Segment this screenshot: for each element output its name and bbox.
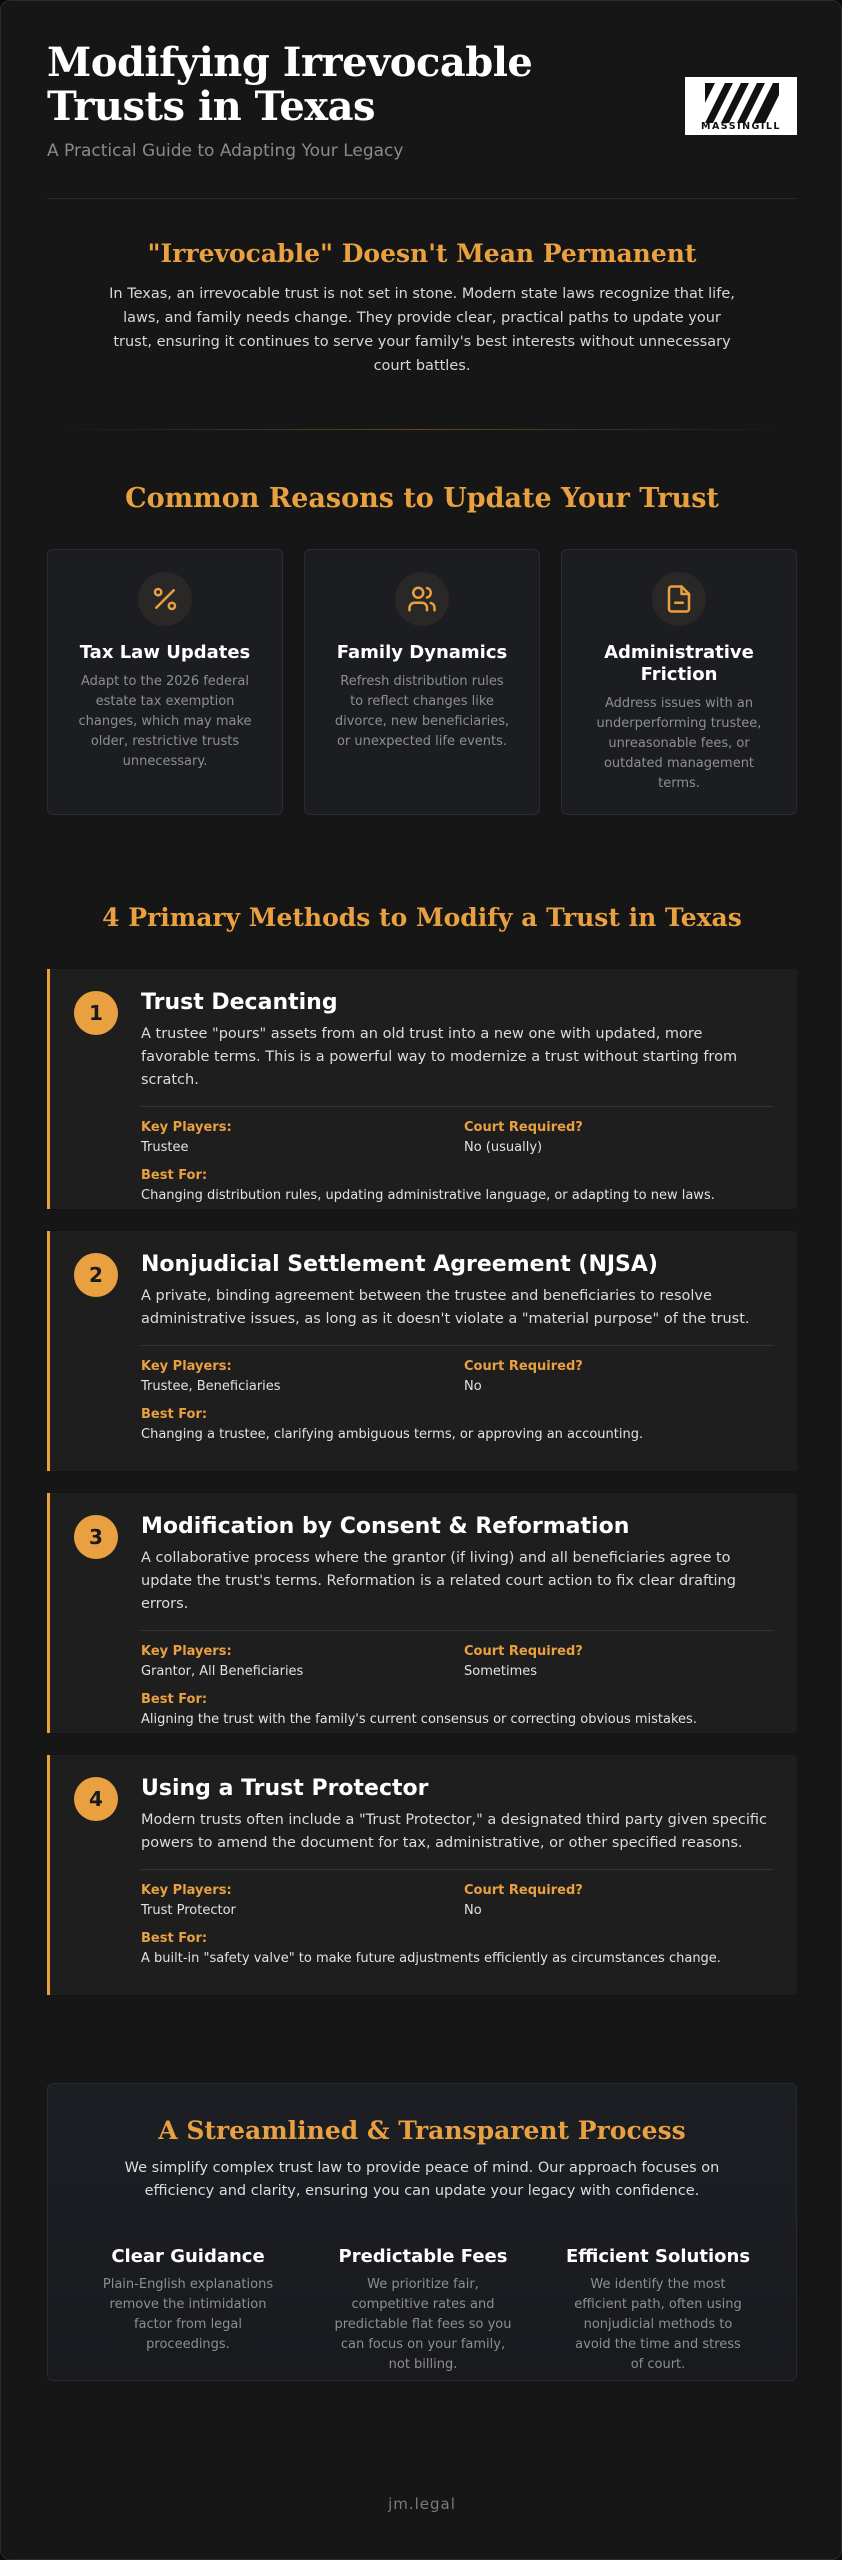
key-players-label: Key Players: bbox=[141, 1644, 232, 1659]
key-players-label: Key Players: bbox=[141, 1359, 232, 1374]
document-icon bbox=[652, 572, 706, 626]
method-title: Trust Decanting bbox=[141, 990, 338, 1015]
process-item-title: Clear Guidance bbox=[111, 2246, 265, 2267]
process-item-text: We identify the most efficient path, often using nonjudicial methods to avoid the time and stress of court. bbox=[574, 2277, 742, 2372]
court-required-label: Court Required? bbox=[464, 1644, 583, 1659]
process-section bbox=[47, 2083, 797, 2381]
percent-icon bbox=[138, 572, 192, 626]
process-item-title: Efficient Solutions bbox=[565, 2246, 751, 2267]
page-title: Modifying Irrevocable Trusts in Texas bbox=[47, 39, 533, 130]
key-players-value: Trust Protector bbox=[141, 1903, 236, 1918]
key-players-value: Grantor, All Beneficiaries bbox=[141, 1664, 304, 1679]
process-item-text: We prioritize fair, competitive rates and predictable flat fees so you can focus on your family, not billing. bbox=[334, 2277, 512, 2372]
best-for-value: A built-in "safety valve" to make future adjustments efficiently as circumstances change. bbox=[141, 1951, 721, 1966]
key-players-label: Key Players: bbox=[141, 1883, 232, 1898]
process-item-title: Predictable Fees bbox=[338, 2246, 508, 2267]
intro-section bbox=[47, 239, 797, 378]
page-subtitle: A Practical Guide to Adapting Your Legacy bbox=[47, 141, 404, 161]
users-icon bbox=[395, 572, 449, 626]
method-card bbox=[47, 969, 797, 1209]
method-number: 3 bbox=[74, 1515, 118, 1559]
divider bbox=[141, 1630, 773, 1631]
process-heading: A Streamlined & Transparent Process bbox=[158, 2116, 686, 2145]
method-card bbox=[47, 1755, 797, 1995]
method-title: Using a Trust Protector bbox=[141, 1776, 429, 1801]
court-required-value: No (usually) bbox=[464, 1140, 543, 1155]
method-title: Modification by Consent & Reformation bbox=[141, 1514, 630, 1539]
process-body: We simplify complex trust law to provide peace of mind. Our approach focuses on efficiency and clarity, ensuring you can update your legacy with confidence. bbox=[124, 2160, 720, 2199]
reason-card bbox=[304, 549, 540, 815]
divider bbox=[47, 429, 797, 430]
method-number: 4 bbox=[74, 1777, 118, 1821]
method-card bbox=[47, 1231, 797, 1471]
process-item-text: Plain-English explanations remove the intimidation factor from legal proceedings. bbox=[102, 2277, 274, 2352]
reason-card bbox=[47, 549, 283, 815]
logo-text: MASSINGILL bbox=[701, 121, 781, 132]
method-description: A trustee "pours" assets from an old trust into a new one with updated, more favorable terms. This is a powerful way to modernize a trust without starting from scratch. bbox=[141, 1026, 738, 1088]
court-required-label: Court Required? bbox=[464, 1120, 583, 1135]
reason-text: Refresh distribution rules to reflect changes like divorce, new beneficiaries, or unexpected life events. bbox=[334, 674, 510, 749]
best-for-value: Changing a trustee, clarifying ambiguous terms, or approving an accounting. bbox=[141, 1427, 644, 1442]
method-number: 2 bbox=[74, 1253, 118, 1297]
key-players-value: Trustee, Beneficiaries bbox=[141, 1379, 281, 1394]
header bbox=[47, 41, 797, 199]
best-for-label: Best For: bbox=[141, 1168, 208, 1183]
court-required-label: Court Required? bbox=[464, 1883, 583, 1898]
process-item bbox=[323, 2246, 523, 2375]
methods-heading: 4 Primary Methods to Modify a Trust in Texas bbox=[102, 903, 742, 932]
process-item bbox=[88, 2246, 288, 2355]
best-for-label: Best For: bbox=[141, 1692, 208, 1707]
reason-text: Adapt to the 2026 federal estate tax exemption changes, which may make older, restrictive trusts unnecessary. bbox=[78, 674, 252, 769]
reason-title: Administrative Friction bbox=[604, 642, 754, 685]
court-required-label: Court Required? bbox=[464, 1359, 583, 1374]
intro-heading: "Irrevocable" Doesn't Mean Permanent bbox=[147, 239, 697, 268]
divider bbox=[141, 1869, 773, 1870]
court-required-value: No bbox=[464, 1379, 482, 1394]
massingill-logo bbox=[685, 77, 797, 135]
reason-card bbox=[561, 549, 797, 815]
intro-body: In Texas, an irrevocable trust is not set in stone. Modern state laws recognize that life, laws, and family needs change. They provide clear, practical paths to update your trust, ensuring it continues to serve your family's best interests without unnecessary court battles. bbox=[109, 286, 735, 374]
best-for-value: Changing distribution rules, updating administrative language, or adapting to new laws. bbox=[141, 1188, 715, 1203]
best-for-label: Best For: bbox=[141, 1407, 208, 1422]
reasons-heading: Common Reasons to Update Your Trust bbox=[125, 483, 719, 514]
reason-title: Family Dynamics bbox=[336, 642, 508, 663]
method-title: Nonjudicial Settlement Agreement (NJSA) bbox=[141, 1252, 658, 1277]
best-for-value: Aligning the trust with the family's current consensus or correcting obvious mistakes. bbox=[141, 1712, 697, 1727]
reason-text: Address issues with an underperforming trustee, unreasonable fees, or outdated management terms. bbox=[596, 696, 762, 791]
court-required-value: No bbox=[464, 1903, 482, 1918]
court-required-value: Sometimes bbox=[464, 1664, 538, 1679]
key-players-label: Key Players: bbox=[141, 1120, 232, 1135]
method-description: A private, binding agreement between the trustee and beneficiaries to resolve administrative issues, as long as it doesn't violate a "material purpose" of the trust. bbox=[141, 1288, 750, 1327]
method-description: Modern trusts often include a "Trust Protector," a designated third party given specific powers to amend the document for tax, administrative, or other specified reasons. bbox=[141, 1812, 767, 1851]
process-item bbox=[558, 2246, 758, 2375]
key-players-value: Trustee bbox=[141, 1140, 189, 1155]
method-description: A collaborative process where the grantor (if living) and all beneficiaries agree to update the trust's terms. Reformation is a related court action to fix clear drafting errors. bbox=[141, 1550, 736, 1612]
method-card bbox=[47, 1493, 797, 1733]
divider bbox=[141, 1106, 773, 1107]
footer-link[interactable]: jm.legal bbox=[388, 2495, 456, 2513]
divider bbox=[141, 1345, 773, 1346]
reason-title: Tax Law Updates bbox=[79, 642, 251, 663]
method-number: 1 bbox=[74, 991, 118, 1035]
best-for-label: Best For: bbox=[141, 1931, 208, 1946]
